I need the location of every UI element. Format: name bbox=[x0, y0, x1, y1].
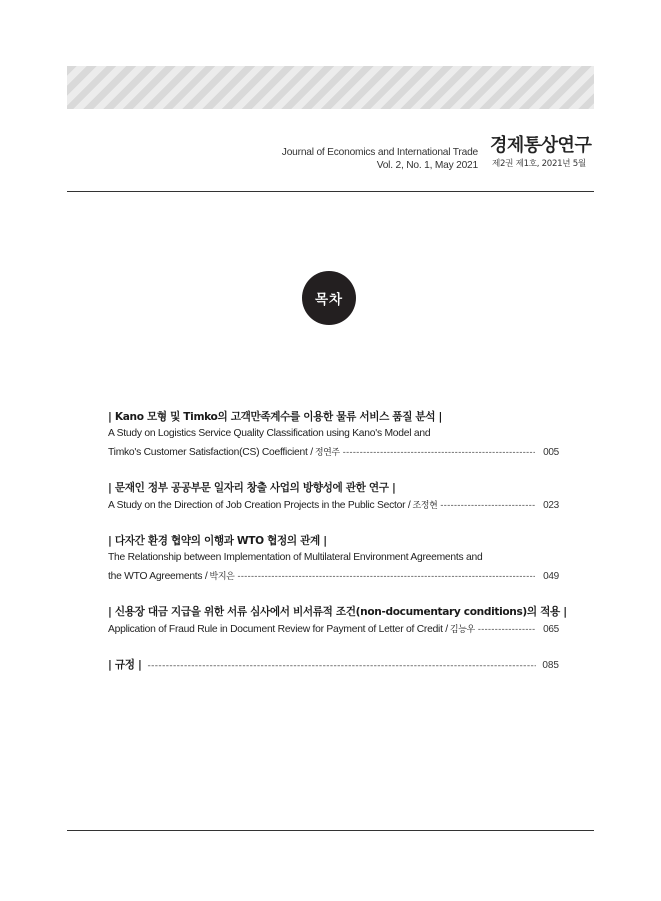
journal-name-en: Journal of Economics and International Trade bbox=[281, 147, 478, 158]
entry-title: | 다자간 환경 협약의 이행과 WTO 협정의 관계 | bbox=[108, 535, 327, 547]
entry-page-number: 023 bbox=[543, 500, 559, 511]
entry-subtitle: A Study on Logistics Service Quality Classification using Kano's Model and bbox=[108, 428, 431, 439]
dot-leader bbox=[343, 443, 535, 461]
entry-title: | 규정 | bbox=[108, 659, 142, 671]
dot-leader bbox=[147, 661, 536, 671]
bottom-divider bbox=[67, 830, 594, 831]
journal-header-en bbox=[250, 146, 478, 172]
entry-subtitle-line bbox=[108, 425, 559, 443]
entry-author: 김능우 bbox=[449, 625, 475, 635]
journal-name-ko: 경제통상연구 bbox=[490, 135, 592, 156]
top-divider bbox=[67, 191, 594, 192]
entry-subtitle: Application of Fraud Rule in Document Review for Payment of Letter of Credit / bbox=[108, 624, 448, 635]
entry-subtitle: A Study on the Direction of Job Creation Projects in the Public Sector / bbox=[108, 500, 411, 511]
entry-subtitle: the WTO Agreements / bbox=[108, 571, 208, 582]
dot-leader bbox=[440, 496, 535, 514]
toc-entry[interactable] bbox=[108, 657, 559, 673]
entry-subtitle: The Relationship between Implementation of Multilateral Environment Agreements and bbox=[108, 552, 483, 563]
header-hatch-band bbox=[67, 66, 594, 109]
toc-entry[interactable] bbox=[108, 409, 559, 462]
toc-badge bbox=[302, 271, 356, 325]
dot-leader bbox=[478, 620, 535, 638]
table-of-contents bbox=[108, 409, 567, 691]
entry-author: 정연주 bbox=[314, 448, 340, 458]
toc-label: 목차 bbox=[314, 292, 344, 308]
entry-subtitle-line bbox=[108, 443, 559, 462]
entry-title: | Kano 모형 및 Timko의 고객만족계수를 이용한 물류 서비스 품질 분석 | bbox=[108, 411, 443, 423]
entry-author: 조정현 bbox=[412, 501, 438, 511]
entry-subtitle-line bbox=[108, 567, 559, 586]
entry-subtitle-line bbox=[108, 496, 559, 515]
dot-leader bbox=[237, 567, 535, 585]
entry-page-number: 085 bbox=[542, 660, 559, 671]
journal-volume-ko: 제2권 제1호, 2021년 5월 bbox=[492, 159, 586, 169]
toc-entry[interactable] bbox=[108, 480, 559, 515]
entry-author: 박지은 bbox=[209, 572, 235, 582]
entry-subtitle: Timko's Customer Satisfaction(CS) Coefficient / bbox=[108, 447, 313, 458]
entry-page-number: 005 bbox=[543, 447, 559, 458]
entry-title: | 신용장 대금 지급을 위한 서류 심사에서 비서류적 조건(non-documentary conditions)의 적용 | bbox=[108, 606, 567, 618]
journal-volume-en: Vol. 2, No. 1, May 2021 bbox=[376, 160, 478, 171]
toc-entry[interactable] bbox=[108, 604, 567, 639]
entry-subtitle-line bbox=[108, 549, 559, 567]
entry-page-number: 065 bbox=[543, 624, 559, 635]
toc-entry[interactable] bbox=[108, 533, 559, 586]
entry-title: | 문재인 정부 공공부문 일자리 창출 사업의 방향성에 관한 연구 | bbox=[108, 482, 396, 494]
entry-subtitle-line bbox=[108, 620, 559, 639]
entry-page-number: 049 bbox=[543, 571, 559, 582]
